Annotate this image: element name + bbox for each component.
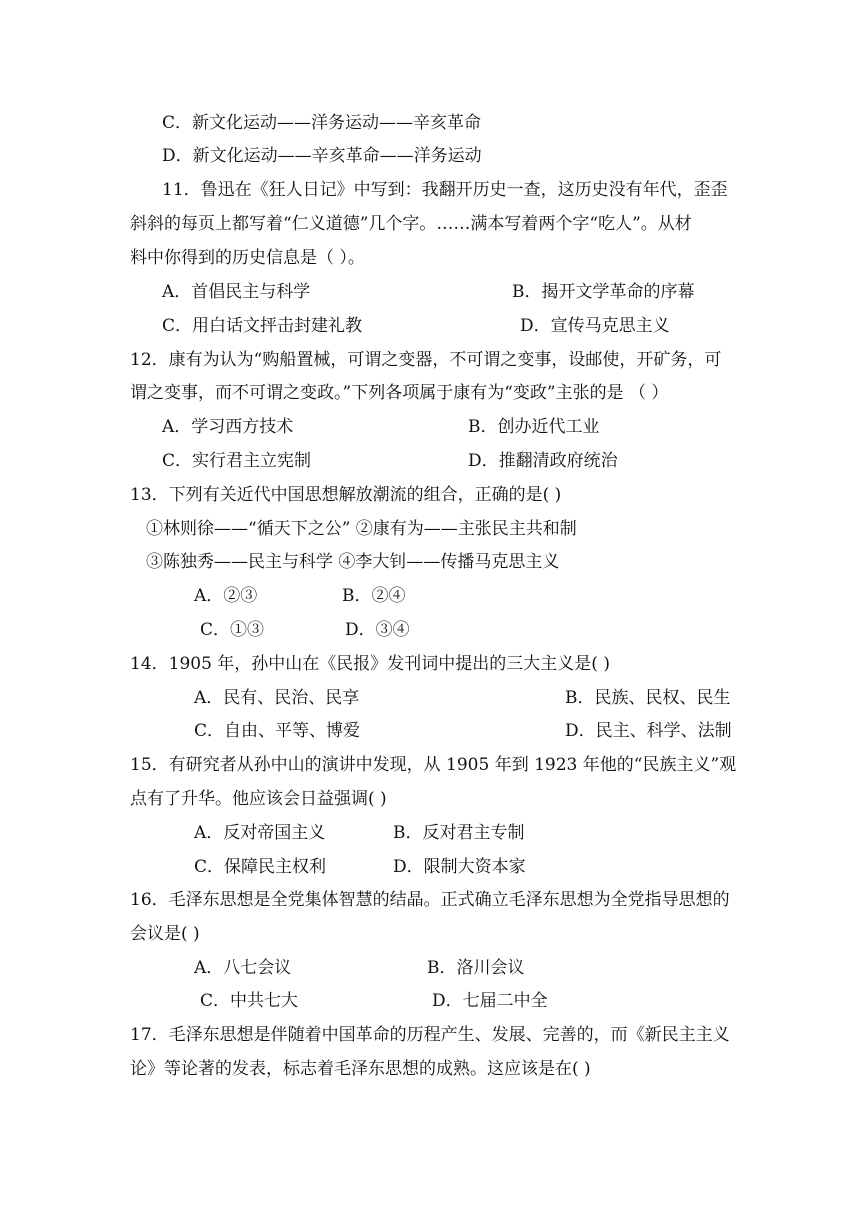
q14-option-a: A．民有、民治、民享 (194, 688, 360, 708)
q15-option-a: A．反对帝国主义 (194, 823, 326, 843)
q13-option-d: D．③④ (345, 620, 410, 640)
q16-stem-line2: 会议是( ) (130, 924, 200, 944)
q11-stem-line1: 11．鲁迅在《狂人日记》中写到：我翻开历史一查，这历史没有年代，歪歪 (162, 180, 728, 200)
q14-stem: 14．1905 年，孙中山在《民报》发刊词中提出的三大主义是( ) (130, 654, 610, 674)
q13-option-c: C．①③ (200, 620, 265, 640)
q13-option-b: B．②④ (342, 586, 406, 606)
q11-option-a: A．首倡民主与科学 (162, 282, 311, 302)
q12-option-b: B．创办近代工业 (468, 417, 600, 437)
q10-option-d: D．新文化运动——辛亥革命——洋务运动 (162, 146, 482, 166)
q11-option-b: B．揭开文学革命的序幕 (512, 282, 695, 302)
q12-option-d: D．推翻清政府统治 (468, 451, 618, 471)
q15-option-b: B．反对君主专制 (393, 823, 525, 843)
q11-stem-line2: 斜斜的每页上都写着“仁义道德”几个字。……满本写着两个字“吃人”。从材 (130, 214, 692, 234)
q16-stem-line1: 16．毛泽东思想是全党集体智慧的结晶。正式确立毛泽东思想为全党指导思想的 (130, 890, 730, 910)
q10-option-c: C．新文化运动——洋务运动——辛亥革命 (162, 113, 482, 133)
q16-option-d: D．七届二中全 (432, 991, 548, 1011)
q11-stem-line3: 料中你得到的历史信息是（ ）。 (130, 248, 365, 268)
q12-option-c: C．实行君主立宪制 (162, 451, 312, 471)
q15-option-c: C．保障民主权利 (194, 857, 327, 877)
q11-option-d: D．宣传马克思主义 (520, 316, 670, 336)
q13-items-3-4: ③陈独秀——民主与科学 ④李大钊——传播马克思主义 (146, 552, 560, 572)
q12-stem-line2: 谓之变事，而不可谓之变政。”下列各项属于康有为“变政”主张的是 （ ） (130, 383, 669, 403)
q13-items-1-2: ①林则徐——“循天下之公” ②康有为——主张民主共和制 (146, 519, 577, 539)
q17-stem-line2: 论》等论著的发表，标志着毛泽东思想的成熟。这应该是在( ) (130, 1059, 591, 1079)
q15-stem-line2: 点有了升华。他应该会日益强调( ) (130, 789, 387, 809)
q12-option-a: A．学习西方技术 (162, 417, 294, 437)
q16-option-a: A．八七会议 (194, 958, 292, 978)
q15-option-d: D．限制大资本家 (393, 857, 526, 877)
q17-stem-line1: 17．毛泽东思想是伴随着中国革命的历程产生、发展、完善的，而《新民主主义 (130, 1025, 730, 1045)
q11-option-c: C．用白话文抨击封建礼教 (162, 316, 363, 336)
q16-option-c: C．中共七大 (200, 991, 299, 1011)
q14-option-c: C．自由、平等、博爱 (194, 721, 361, 741)
q14-option-d: D．民主、科学、法制 (565, 721, 732, 741)
q15-stem-line1: 15．有研究者从孙中山的演讲中发现，从 1905 年到 1923 年他的“民族主义”观 (130, 755, 737, 775)
q14-option-b: B．民族、民权、民生 (565, 688, 731, 708)
q12-stem-line1: 12．康有为认为“购船置械，可谓之变器，不可谓之变事，设邮使，开矿务，可 (130, 350, 722, 370)
q16-option-b: B．洛川会议 (427, 958, 525, 978)
q13-option-a: A．②③ (194, 586, 258, 606)
q13-stem: 13．下列有关近代中国思想解放潮流的组合，正确的是( ) (130, 485, 562, 505)
